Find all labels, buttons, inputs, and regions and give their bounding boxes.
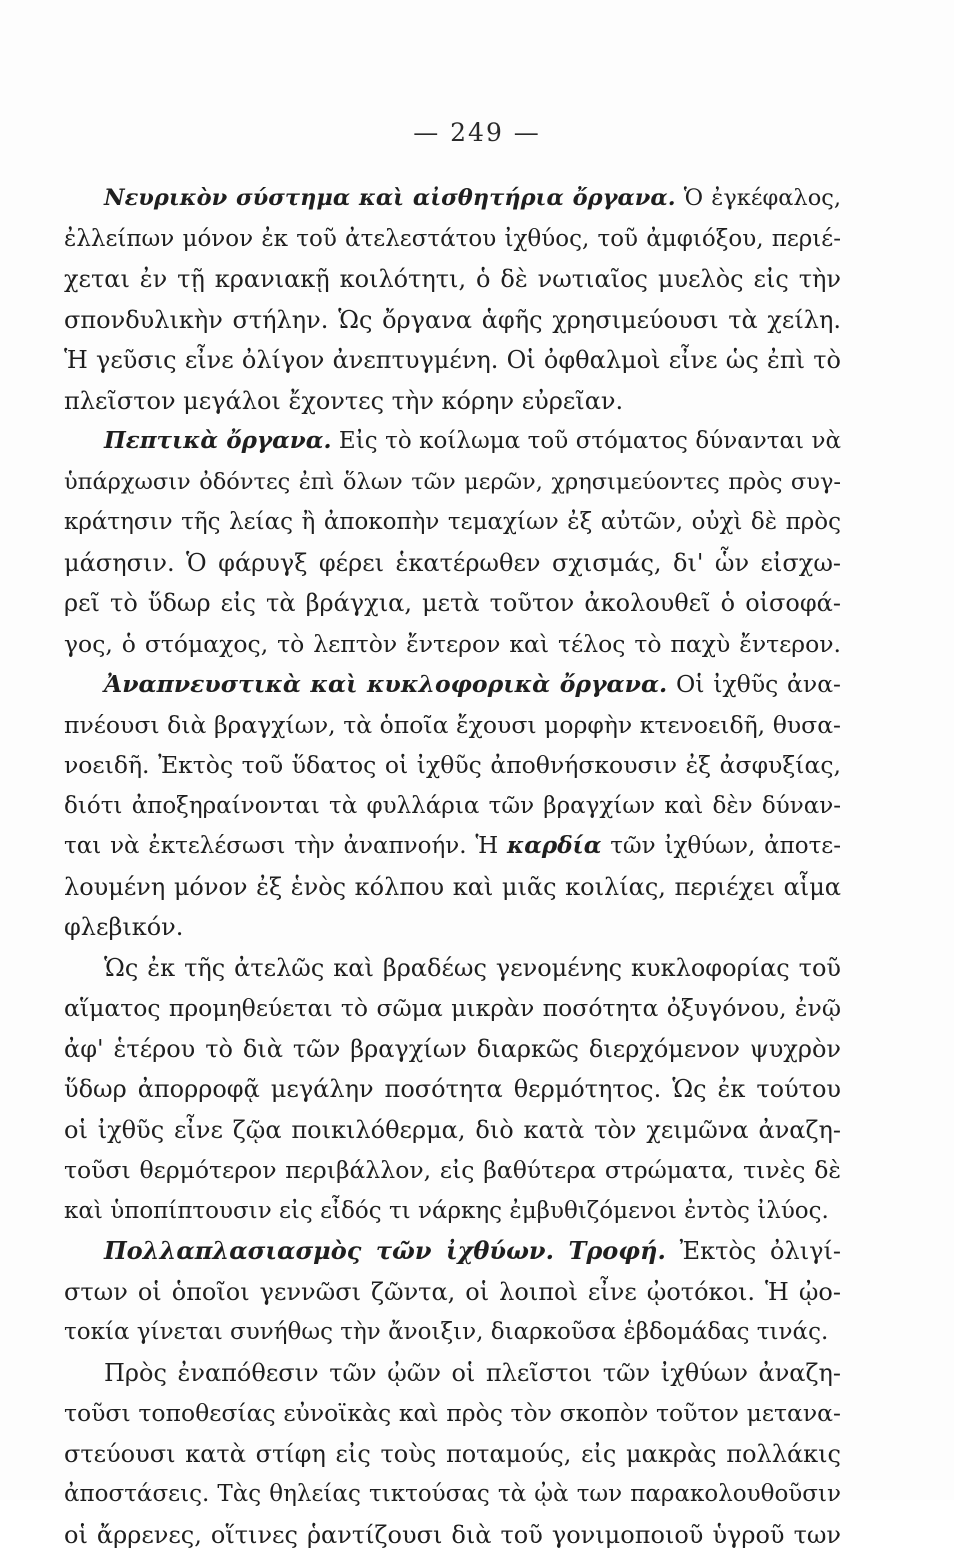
text-line <box>64 1474 841 1515</box>
line-text: ὑπάρχωσιν ὀδόντες ἐπὶ ὅλων τῶν μερῶν, χρησιμεύοντες πρὸς συγ- <box>64 469 841 495</box>
line-text: αἵματος προμηθεύεται τὸ σῶμα μικρὰν ποσότητα ὀξυγόνου, ἐνῷ <box>64 994 841 1022</box>
text-line <box>64 1312 841 1353</box>
line-text: Ἐκτὸς ὀλιγί- <box>666 1237 841 1265</box>
line-text: μάσησιν. Ὁ φάρυγξ φέρει ἑκατέρωθεν σχισμάς, δι' ὧν εἰσχω- <box>64 549 841 577</box>
text-line <box>64 786 841 827</box>
line-text: οἱ ἄρρενες, οἵτινες ῥαντίζουσι διὰ τοῦ γονιμοποιοῦ ὑγροῦ των <box>64 1521 841 1549</box>
line-text: Εἰς τὸ κοίλωμα τοῦ στόματος δύνανται νὰ <box>331 428 841 454</box>
line-text: οἱ ἰχθῦς εἶνε ζῷα ποικιλόθερμα, διὸ κατὰ τὸν χειμῶνα ἀναζη- <box>64 1116 841 1144</box>
text-line <box>64 1272 841 1313</box>
text-line <box>64 1110 841 1151</box>
text-line <box>64 219 841 260</box>
text-line <box>64 624 841 665</box>
text-line <box>64 1515 841 1555</box>
line-text: τοκία γίνεται συνήθως τὴν ἄνοιξιν, διαρκοῦσα ἑβδομάδας τινάς. <box>64 1319 828 1345</box>
line-text: πλεῖστον μεγάλοι ἔχοντες τὴν κόρην εὐρεῖαν. <box>64 387 623 415</box>
section-heading: Ἀναπνευστικὰ καὶ κυκλοφορικὰ ὄργανα. <box>104 670 667 698</box>
text-line <box>64 1353 841 1394</box>
line-text: φλεβικόν. <box>64 913 183 941</box>
text-line <box>64 421 841 462</box>
section-heading: Νευρικὸν σύστημα καὶ αἰσθητήρια ὄργανα. <box>104 185 676 211</box>
line-text: ἐλλείπων μόνον ἐκ τοῦ ἀτελεστάτου ἰχθύος, τοῦ ἀμφιόξου, περιέ- <box>64 226 841 252</box>
line-text: Ὁ ἐγκέφαλος, <box>676 185 841 211</box>
body-text <box>64 178 841 1555</box>
line-text: ἀφ' ἑτέρου τὸ διὰ τῶν βραγχίων διαρκῶς διερχόμενον ψυχρὸν <box>64 1035 841 1063</box>
text-line <box>64 705 841 746</box>
text-line <box>64 988 841 1029</box>
text-line <box>64 1393 841 1434</box>
text-line <box>64 1231 841 1272</box>
text-line <box>64 1069 841 1110</box>
text-line <box>64 259 841 300</box>
line-text: ὕδωρ ἀπορροφᾷ μεγάλην ποσότητα θερμότητος. Ὡς ἐκ τούτου <box>64 1075 841 1103</box>
line-text: πνέουσι διὰ βραγχίων, τὰ ὁποῖα ἔχουσι μορφὴν κτενοειδῆ, θυσα- <box>64 711 841 739</box>
line-text: τῶν ἰχθύων, ἀποτε- <box>601 833 841 859</box>
line-text: Ὡς ἐκ τῆς ἀτελῶς καὶ βραδέως γενομένης κυκλοφορίας τοῦ <box>104 954 841 982</box>
line-text: Ἡ γεῦσις εἶνε ὀλίγον ἀνεπτυγμένη. Οἱ ὀφθαλμοὶ εἶνε ὡς ἐπὶ τὸ <box>64 346 841 374</box>
line-text: καὶ ὑποπίπτουσιν εἰς εἶδός τι νάρκης ἐμβυθιζόμενοι ἐντὸς ἰλύος. <box>64 1198 829 1224</box>
text-line <box>64 583 841 624</box>
line-text: γος, ὁ στόμαχος, τὸ λεπτὸν ἔντερον καὶ τέλος τὸ παχὺ ἔντερον. <box>64 630 841 658</box>
section-heading: καρδία <box>507 832 601 859</box>
line-text: κράτησιν τῆς λείας ἢ ἀποκοπὴν τεμαχίων ἐξ αὐτῶν, οὐχὶ δὲ πρὸς <box>64 509 841 535</box>
line-text: Πρὸς ἐναπόθεσιν τῶν ᾠῶν οἱ πλεῖστοι τῶν ἰχθύων ἀναζη- <box>104 1359 841 1387</box>
line-text: διότι ἀποξηραίνονται τὰ φυλλάρια τῶν βραγχίων καὶ δὲν δύναν- <box>64 793 841 819</box>
line-text: Οἱ ἰχθῦς ἀνα- <box>667 670 841 698</box>
text-line <box>64 340 841 381</box>
text-line <box>64 502 841 543</box>
text-line <box>64 543 841 584</box>
text-line <box>64 664 841 705</box>
line-text: ἀποστάσεις. Τὰς θηλείας τικτούσας τὰ ᾠὰ των παρακολουθοῦσιν <box>64 1481 841 1507</box>
text-line <box>64 907 841 948</box>
text-line <box>64 1029 841 1070</box>
text-line <box>64 462 841 503</box>
text-line <box>64 300 841 341</box>
line-text: σπονδυλικὴν στήλην. Ὡς ὄργανα ἁφῆς χρησιμεύουσι τὰ χείλη. <box>64 306 841 334</box>
line-text: ται νὰ ἐκτελέσωσι τὴν ἀναπνοήν. Ἡ <box>64 833 507 859</box>
text-line <box>64 826 841 867</box>
text-line <box>64 948 841 989</box>
section-heading: Πολλαπλασιασμὸς τῶν ἰχθύων. Τροφή. <box>104 1236 666 1265</box>
line-text: νοειδῆ. Ἐκτὸς τοῦ ὕδατος οἱ ἰχθῦς ἀποθνήσκουσιν ἐξ ἀσφυξίας, <box>64 751 841 779</box>
section-heading: Πεπτικὰ ὄργανα. <box>104 427 331 454</box>
text-line <box>64 745 841 786</box>
text-line <box>64 381 841 422</box>
text-line <box>64 867 841 908</box>
text-line <box>64 1150 841 1191</box>
line-text: λουμένη μόνον ἐξ ἑνὸς κόλπου καὶ μιᾶς κοιλίας, περιέχει αἷμα <box>64 873 841 901</box>
line-text: στων οἱ ὁποῖοι γεννῶσι ζῶντα, οἱ λοιποὶ εἶνε ᾠοτόκοι. Ἡ ᾠο- <box>64 1278 841 1306</box>
text-line <box>64 1191 841 1232</box>
line-text: χεται ἐν τῇ κρανιακῇ κοιλότητι, ὁ δὲ νωτιαῖος μυελὸς εἰς τὴν <box>64 265 841 293</box>
line-text: τοῦσι θερμότερον περιβάλλον, εἰς βαθύτερα στρώματα, τινὲς δὲ <box>64 1156 841 1184</box>
line-text: ρεῖ τὸ ὕδωρ εἰς τὰ βράγχια, μετὰ τοῦτον ἀκολουθεῖ ὁ οἰσοφά- <box>64 589 841 617</box>
text-line <box>64 1434 841 1475</box>
page-number: — 249 — <box>0 118 954 147</box>
line-text: τοῦσι τοποθεσίας εὐνοϊκὰς καὶ πρὸς τὸν σκοπὸν τοῦτον μετανα- <box>64 1399 841 1427</box>
text-line <box>64 178 841 219</box>
line-text: στεύουσι κατὰ στίφη εἰς τοὺς ποταμούς, εἰς μακρὰς πολλάκις <box>64 1440 841 1468</box>
